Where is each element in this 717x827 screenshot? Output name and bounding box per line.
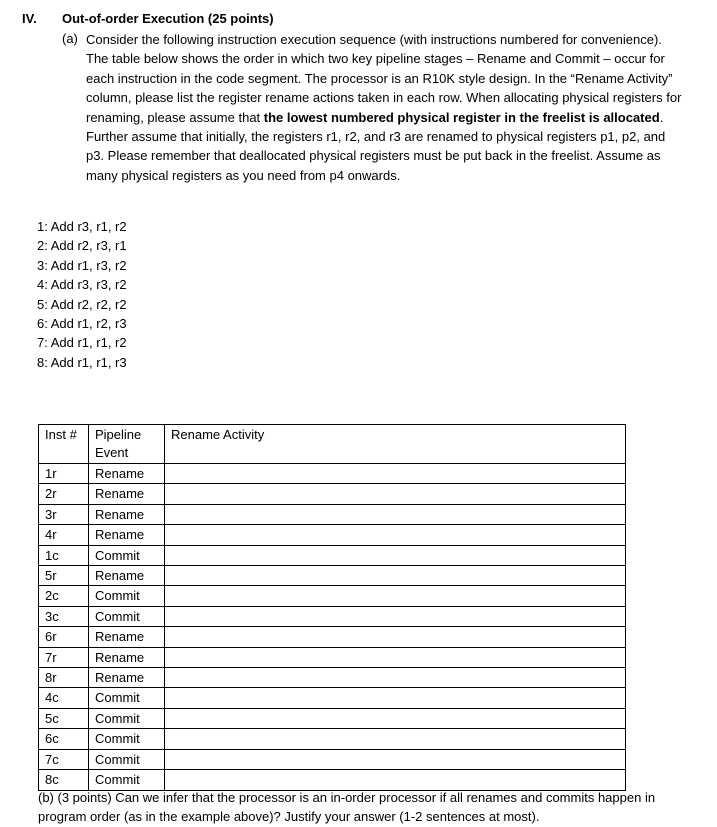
- table-row: [39, 525, 626, 545]
- activity-cell[interactable]: [165, 586, 626, 606]
- activity-cell[interactable]: [165, 688, 626, 708]
- table-row: [39, 606, 626, 626]
- event-cell: Rename: [89, 464, 165, 484]
- table-row: [39, 668, 626, 688]
- event-cell: Rename: [89, 566, 165, 586]
- part-a-label: (a): [62, 31, 78, 46]
- activity-cell[interactable]: [165, 464, 626, 484]
- inst-cell: 7r: [39, 647, 89, 667]
- inst-cell: 5r: [39, 566, 89, 586]
- event-cell: Rename: [89, 484, 165, 504]
- inst-cell: 6r: [39, 627, 89, 647]
- inst-cell: 4c: [39, 688, 89, 708]
- activity-cell[interactable]: [165, 504, 626, 524]
- inst-cell: 1r: [39, 464, 89, 484]
- event-cell: Commit: [89, 606, 165, 626]
- header-inst: Inst #: [39, 425, 89, 464]
- activity-cell[interactable]: [165, 770, 626, 790]
- inst-cell: 8r: [39, 668, 89, 688]
- event-cell: Commit: [89, 688, 165, 708]
- event-cell: Rename: [89, 627, 165, 647]
- event-cell: Commit: [89, 545, 165, 565]
- table-row: [39, 504, 626, 524]
- inst-cell: 2r: [39, 484, 89, 504]
- event-cell: Commit: [89, 586, 165, 606]
- inst-cell: 8c: [39, 770, 89, 790]
- inst-cell: 3c: [39, 606, 89, 626]
- header-pipeline-event: Pipeline Event: [89, 425, 165, 464]
- part-a-text-2: . Further assume that initially, the registers r1, r2, and r3 are renamed to physical registers p1, p2, and p3. Please remember that deallocated physical registers must be put back in the freelist. Assume as many physical registers as you need from p4 onwards.: [86, 109, 666, 183]
- part-b-question: (b) (3 points) Can we infer that the processor is an in-order processor if all renames and commits happen in program order (as in the example above)? Justify your answer (1-2 sentences at most).: [38, 790, 656, 825]
- table-row: [39, 484, 626, 504]
- activity-cell[interactable]: [165, 484, 626, 504]
- table-row: [39, 545, 626, 565]
- inst-cell: 7c: [39, 749, 89, 769]
- event-cell: Rename: [89, 504, 165, 524]
- event-cell: Commit: [89, 729, 165, 749]
- event-cell: Commit: [89, 770, 165, 790]
- section-number: IV.: [22, 11, 37, 26]
- table-row: [39, 729, 626, 749]
- table-row: [39, 770, 626, 790]
- table-row: [39, 688, 626, 708]
- activity-cell[interactable]: [165, 545, 626, 565]
- activity-cell[interactable]: [165, 606, 626, 626]
- table-row: [39, 647, 626, 667]
- section-title: Out-of-order Execution (25 points): [62, 11, 274, 26]
- table-row: [39, 749, 626, 769]
- event-cell: Commit: [89, 749, 165, 769]
- header-rename-activity: Rename Activity: [165, 425, 626, 464]
- part-a-question: [86, 30, 686, 185]
- table-row: [39, 566, 626, 586]
- instruction-line: 5: Add r2, r2, r2: [37, 296, 127, 312]
- inst-cell: 4r: [39, 525, 89, 545]
- activity-cell[interactable]: [165, 729, 626, 749]
- activity-cell[interactable]: [165, 525, 626, 545]
- inst-cell: 6c: [39, 729, 89, 749]
- instruction-line: 1: Add r3, r1, r2: [37, 219, 127, 234]
- instruction-line: 7: Add r1, r1, r2: [37, 335, 127, 351]
- instruction-line: 6: Add r1, r2, r3: [37, 316, 127, 332]
- table-row: [39, 627, 626, 647]
- table-row: [39, 464, 626, 484]
- activity-cell[interactable]: [165, 647, 626, 667]
- event-cell: Rename: [89, 525, 165, 545]
- event-cell: Rename: [89, 647, 165, 667]
- activity-cell[interactable]: [165, 566, 626, 586]
- table-row: [39, 586, 626, 606]
- inst-cell: 2c: [39, 586, 89, 606]
- instruction-sequence: [37, 217, 127, 372]
- table-header-row: [39, 425, 626, 464]
- instruction-line: 4: Add r3, r3, r2: [37, 277, 127, 293]
- table-row: [39, 708, 626, 728]
- activity-cell[interactable]: [165, 627, 626, 647]
- event-cell: Commit: [89, 708, 165, 728]
- activity-cell[interactable]: [165, 668, 626, 688]
- part-a-text-1: Consider the following instruction execution sequence (with instructions numbered for convenience). The table below shows the order in which two key pipeline stages – Rename and Commit – occur for each instruction in the code segment. The processor is an R10K style design. In the “Rename Activity” column, please list the register rename actions taken in each row. When allocating physical registers for renaming, please assume that: [86, 32, 682, 125]
- activity-cell[interactable]: [165, 708, 626, 728]
- inst-cell: 1c: [39, 545, 89, 565]
- activity-cell[interactable]: [165, 749, 626, 769]
- inst-cell: 5c: [39, 708, 89, 728]
- inst-cell: 3r: [39, 504, 89, 524]
- instruction-line: 3: Add r1, r3, r2: [37, 257, 127, 273]
- part-a-bold-text: the lowest numbered physical register in the freelist is allocated: [263, 109, 660, 125]
- rename-table: [38, 424, 626, 791]
- instruction-line: 8: Add r1, r1, r3: [37, 354, 127, 370]
- instruction-line: 2: Add r2, r3, r1: [37, 238, 127, 254]
- event-cell: Rename: [89, 668, 165, 688]
